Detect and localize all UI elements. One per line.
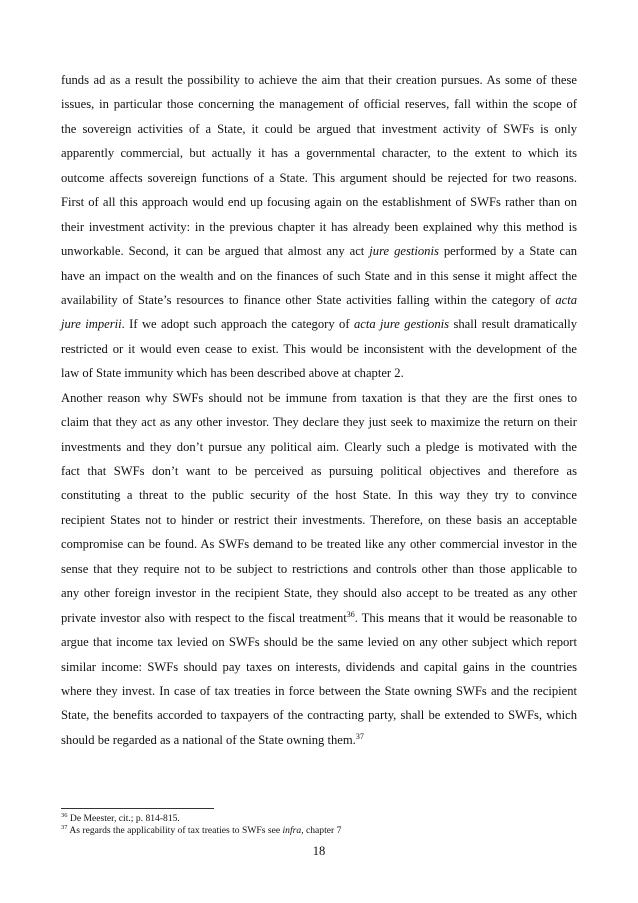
text-run: have an impact on the wealth and on the finances of such State and in this sense it might affect the bbox=[61, 268, 577, 283]
text-run: investments and they don’t pursue any political aim. Clearly such a pledge is motivated with the bbox=[61, 439, 577, 454]
italic-text: acta jure gestionis bbox=[353, 317, 450, 332]
text-run: claim that they act as any other investor. They declare they just seek to maximize the return on their bbox=[61, 415, 577, 430]
text-line bbox=[61, 92, 577, 116]
text-line bbox=[61, 190, 577, 214]
footnote-reference: 36 bbox=[346, 609, 355, 619]
text-run: , chapter 7 bbox=[301, 825, 342, 836]
footnote-separator bbox=[61, 808, 214, 809]
footnotes bbox=[61, 813, 581, 837]
text-line bbox=[61, 483, 577, 507]
text-run: unworkable. Second, it can be argued that almost any act bbox=[61, 244, 370, 259]
text-run: outcome affects sovereign functions of a State. This argument should be rejected for two reasons. bbox=[61, 170, 577, 185]
text-line bbox=[61, 166, 577, 190]
footnote-item bbox=[61, 825, 581, 837]
text-run: First of all this approach would end up focusing again on the establishment of SWFs rather than on bbox=[61, 195, 577, 210]
text-run: the sovereign activities of a State, it could be argued that investment activity of SWFs is only bbox=[61, 121, 577, 136]
text-run: shall result dramatically bbox=[449, 317, 577, 332]
text-run: recipient States not to hinder or restrict their investments. Therefore, on these basis an acceptable bbox=[61, 512, 577, 527]
text-line bbox=[61, 288, 577, 312]
text-line bbox=[61, 68, 577, 92]
text-line bbox=[61, 312, 577, 336]
text-run: any other foreign investor in the recipient State, they should also accept to be treated as any other bbox=[61, 586, 577, 601]
italic-text: infra bbox=[282, 825, 302, 836]
footnote-item bbox=[61, 813, 581, 825]
footnote-reference: 37 bbox=[61, 823, 68, 831]
text-run: fact that SWFs don’t want to be perceived as pursuing political objectives and therefore as bbox=[61, 464, 577, 478]
text-line bbox=[61, 655, 577, 679]
footnote-reference: 36 bbox=[61, 811, 68, 819]
text-run: State, the benefits accorded to taxpayers of the contracting party, shall be extended to SWFs, which bbox=[61, 708, 577, 723]
text-line bbox=[61, 679, 577, 703]
text-line bbox=[61, 117, 577, 141]
text-run: performed by a State can bbox=[438, 244, 578, 259]
text-line bbox=[61, 728, 577, 752]
text-line bbox=[61, 703, 577, 727]
text-line bbox=[61, 361, 577, 385]
text-run: restricted or it would even cease to exist. This would be inconsistent with the development of the bbox=[61, 341, 577, 356]
text-line bbox=[61, 606, 577, 630]
body-text bbox=[61, 68, 577, 752]
text-run: availability of State’s resources to finance other State activities falling within the category of bbox=[61, 292, 556, 307]
text-run: apparently commercial, but actually it has a governmental character, to the extent to which its bbox=[61, 146, 577, 161]
text-run: compromise can be found. As SWFs demand to be treated like any other commercial investor in the bbox=[61, 537, 577, 552]
text-line bbox=[61, 239, 577, 263]
text-run: argue that income tax levied on SWFs should be the same levied on any other subject which report bbox=[61, 635, 577, 650]
text-run: their investment activity: in the previous chapter it has already been explained why this method is bbox=[61, 219, 577, 234]
italic-text: jure gestionis bbox=[369, 244, 439, 259]
text-line bbox=[61, 264, 577, 288]
text-run: . If we adopt such approach the category of bbox=[121, 317, 354, 332]
text-run: sense that they require not to be subject to restrictions and controls other than those applicable to bbox=[61, 561, 577, 576]
text-run: similar income: SWFs should pay taxes on interests, dividends and capital gains in the countries bbox=[61, 659, 577, 674]
text-run: Another reason why SWFs should not be immune from taxation is that they are the first ones to bbox=[61, 390, 577, 405]
text-run: As regards the applicability of tax treaties to SWFs see bbox=[67, 825, 283, 836]
text-line bbox=[61, 337, 577, 361]
text-run: constituting a threat to the public security of the host State. In this way they try to convince bbox=[61, 488, 577, 503]
text-line bbox=[61, 459, 577, 483]
text-line bbox=[61, 435, 577, 459]
text-run: law of State immunity which has been described above at chapter 2. bbox=[61, 366, 404, 381]
footnote-reference: 37 bbox=[355, 731, 364, 741]
text-line bbox=[61, 410, 577, 434]
text-run: funds ad as a result the possibility to achieve the aim that their creation pursues. As some of these bbox=[61, 73, 577, 87]
text-line bbox=[61, 386, 577, 410]
italic-text: acta bbox=[555, 292, 577, 307]
text-line bbox=[61, 508, 577, 532]
text-run: issues, in particular those concerning the management of official reserves, fall within the scope of bbox=[61, 97, 577, 112]
text-run: private investor also with respect to the fiscal treatment bbox=[61, 610, 347, 625]
text-line bbox=[61, 532, 577, 556]
text-line bbox=[61, 557, 577, 581]
italic-text: jure imperii bbox=[61, 317, 122, 332]
text-line bbox=[61, 215, 577, 239]
text-line bbox=[61, 630, 577, 654]
text-run: should be regarded as a national of the State owning them. bbox=[61, 732, 356, 747]
text-run: where they invest. In case of tax treaties in force between the State owning SWFs and the recipient bbox=[61, 683, 577, 698]
text-line bbox=[61, 141, 577, 165]
page-number: 18 bbox=[312, 844, 326, 858]
text-run: De Meester, cit.; p. 814-815. bbox=[67, 813, 180, 824]
text-run: . This means that it would be reasonable to bbox=[354, 610, 577, 625]
text-line bbox=[61, 581, 577, 605]
